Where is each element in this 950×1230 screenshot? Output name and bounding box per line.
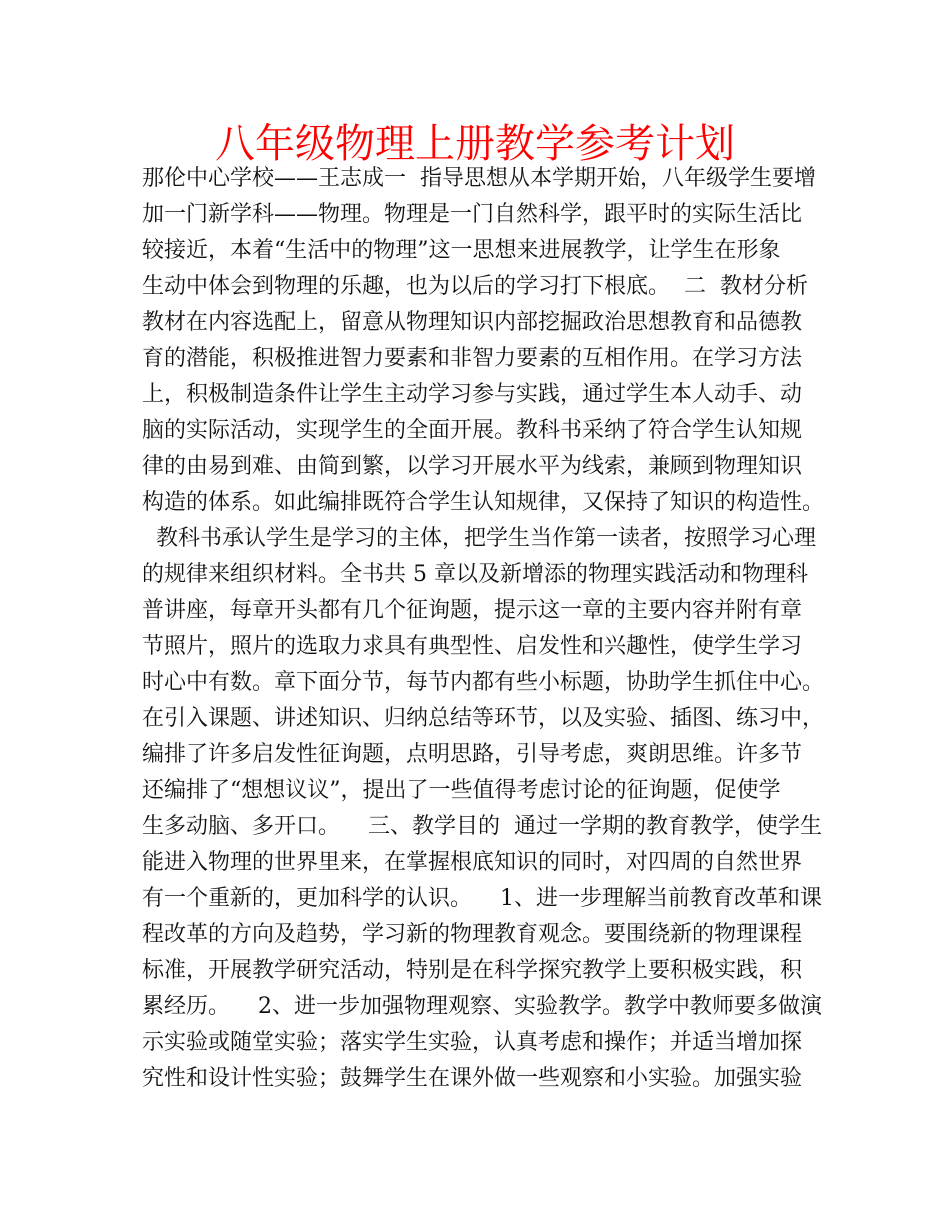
document-title: 八年级物理上册教学参考计划 [215,121,735,167]
body-line: 较接近，本着“生活中的物理”这一思想来进展教学，让学生在形象 [142,238,781,263]
body-line: 脑的实际活动，实现学生的全面开展。教科书采纳了符合学生认知规 [142,418,803,443]
body-line: 的规律来组织材料。全书共 5 章以及新增添的物理实践活动和物理科 [142,562,808,587]
body-line: 那伦中心学校——王志成一 指导思想从本学期开始，八年级学生要增 [142,166,816,191]
body-line: 编排了许多启发性征询题，点明思路，引导考虑，爽朗思维。许多节 [142,742,803,767]
body-line: 示实验或随堂实验；落实学生实验，认真考虑和操作；并适当增加探 [142,1030,803,1055]
body-line: 累经历。 2、进一步加强物理观察、实验教学。教学中教师要多做演 [142,994,822,1019]
body-line: 上，积极制造条件让学生主动学习参与实践，通过学生本人动手、动 [142,382,803,407]
body-line: 有一个重新的，更加科学的认识。 1、进一步理解当前教育改革和课 [142,886,822,911]
body-line: 生多动脑、多开口。 三、教学目的 通过一学期的教育教学，使学生 [142,814,822,839]
body-line: 究性和设计性实验；鼓舞学生在课外做一些观察和小实验。加强实验 [142,1066,803,1091]
body-line: 时心中有数。章下面分节，每节内都有些小标题，协助学生抓住中心。 [142,670,825,695]
body-line: 加一门新学科——物理。物理是一门自然科学，跟平时的实际生活比 [142,202,803,227]
body-line: 构造的体系。如此编排既符合学生认知规律，又保持了知识的构造性。 [142,490,825,515]
body-line: 程改革的方向及趋势，学习新的物理教育观念。要围绕新的物理课程 [142,922,803,947]
body-line: 生动中体会到物理的乐趣，也为以后的学习打下根底。 二 教材分析 [142,274,808,299]
body-line: 育的潜能，积极推进智力要素和非智力要素的互相作用。在学习方法 [142,346,803,371]
body-line: 教材在内容选配上，留意从物理知识内部挖掘政治思想教育和品德教 [142,310,803,335]
body-line: 普讲座，每章开头都有几个征询题，提示这一章的主要内容并附有章 [142,598,803,623]
body-line: 在引入课题、讲述知识、归纳总结等环节，以及实验、插图、练习中， [142,706,825,731]
body-line: 节照片，照片的选取力求具有典型性、启发性和兴趣性，使学生学习 [142,634,803,659]
body-line: 还编排了“想想议议”，提出了一些值得考虑讨论的征询题，促使学 [142,778,781,803]
body-line: 能进入物理的世界里来，在掌握根底知识的同时，对四周的自然世界 [142,850,803,875]
body-line: 律的由易到难、由简到繁，以学习开展水平为线索，兼顾到物理知识 [142,454,803,479]
document-body [142,161,862,1097]
body-line: 标准，开展教学研究活动，特别是在科学探究教学上要积极实践，积 [142,958,803,983]
body-line: 教科书承认学生是学习的主体，把学生当作第一读者，按照学习心理 [142,526,816,551]
